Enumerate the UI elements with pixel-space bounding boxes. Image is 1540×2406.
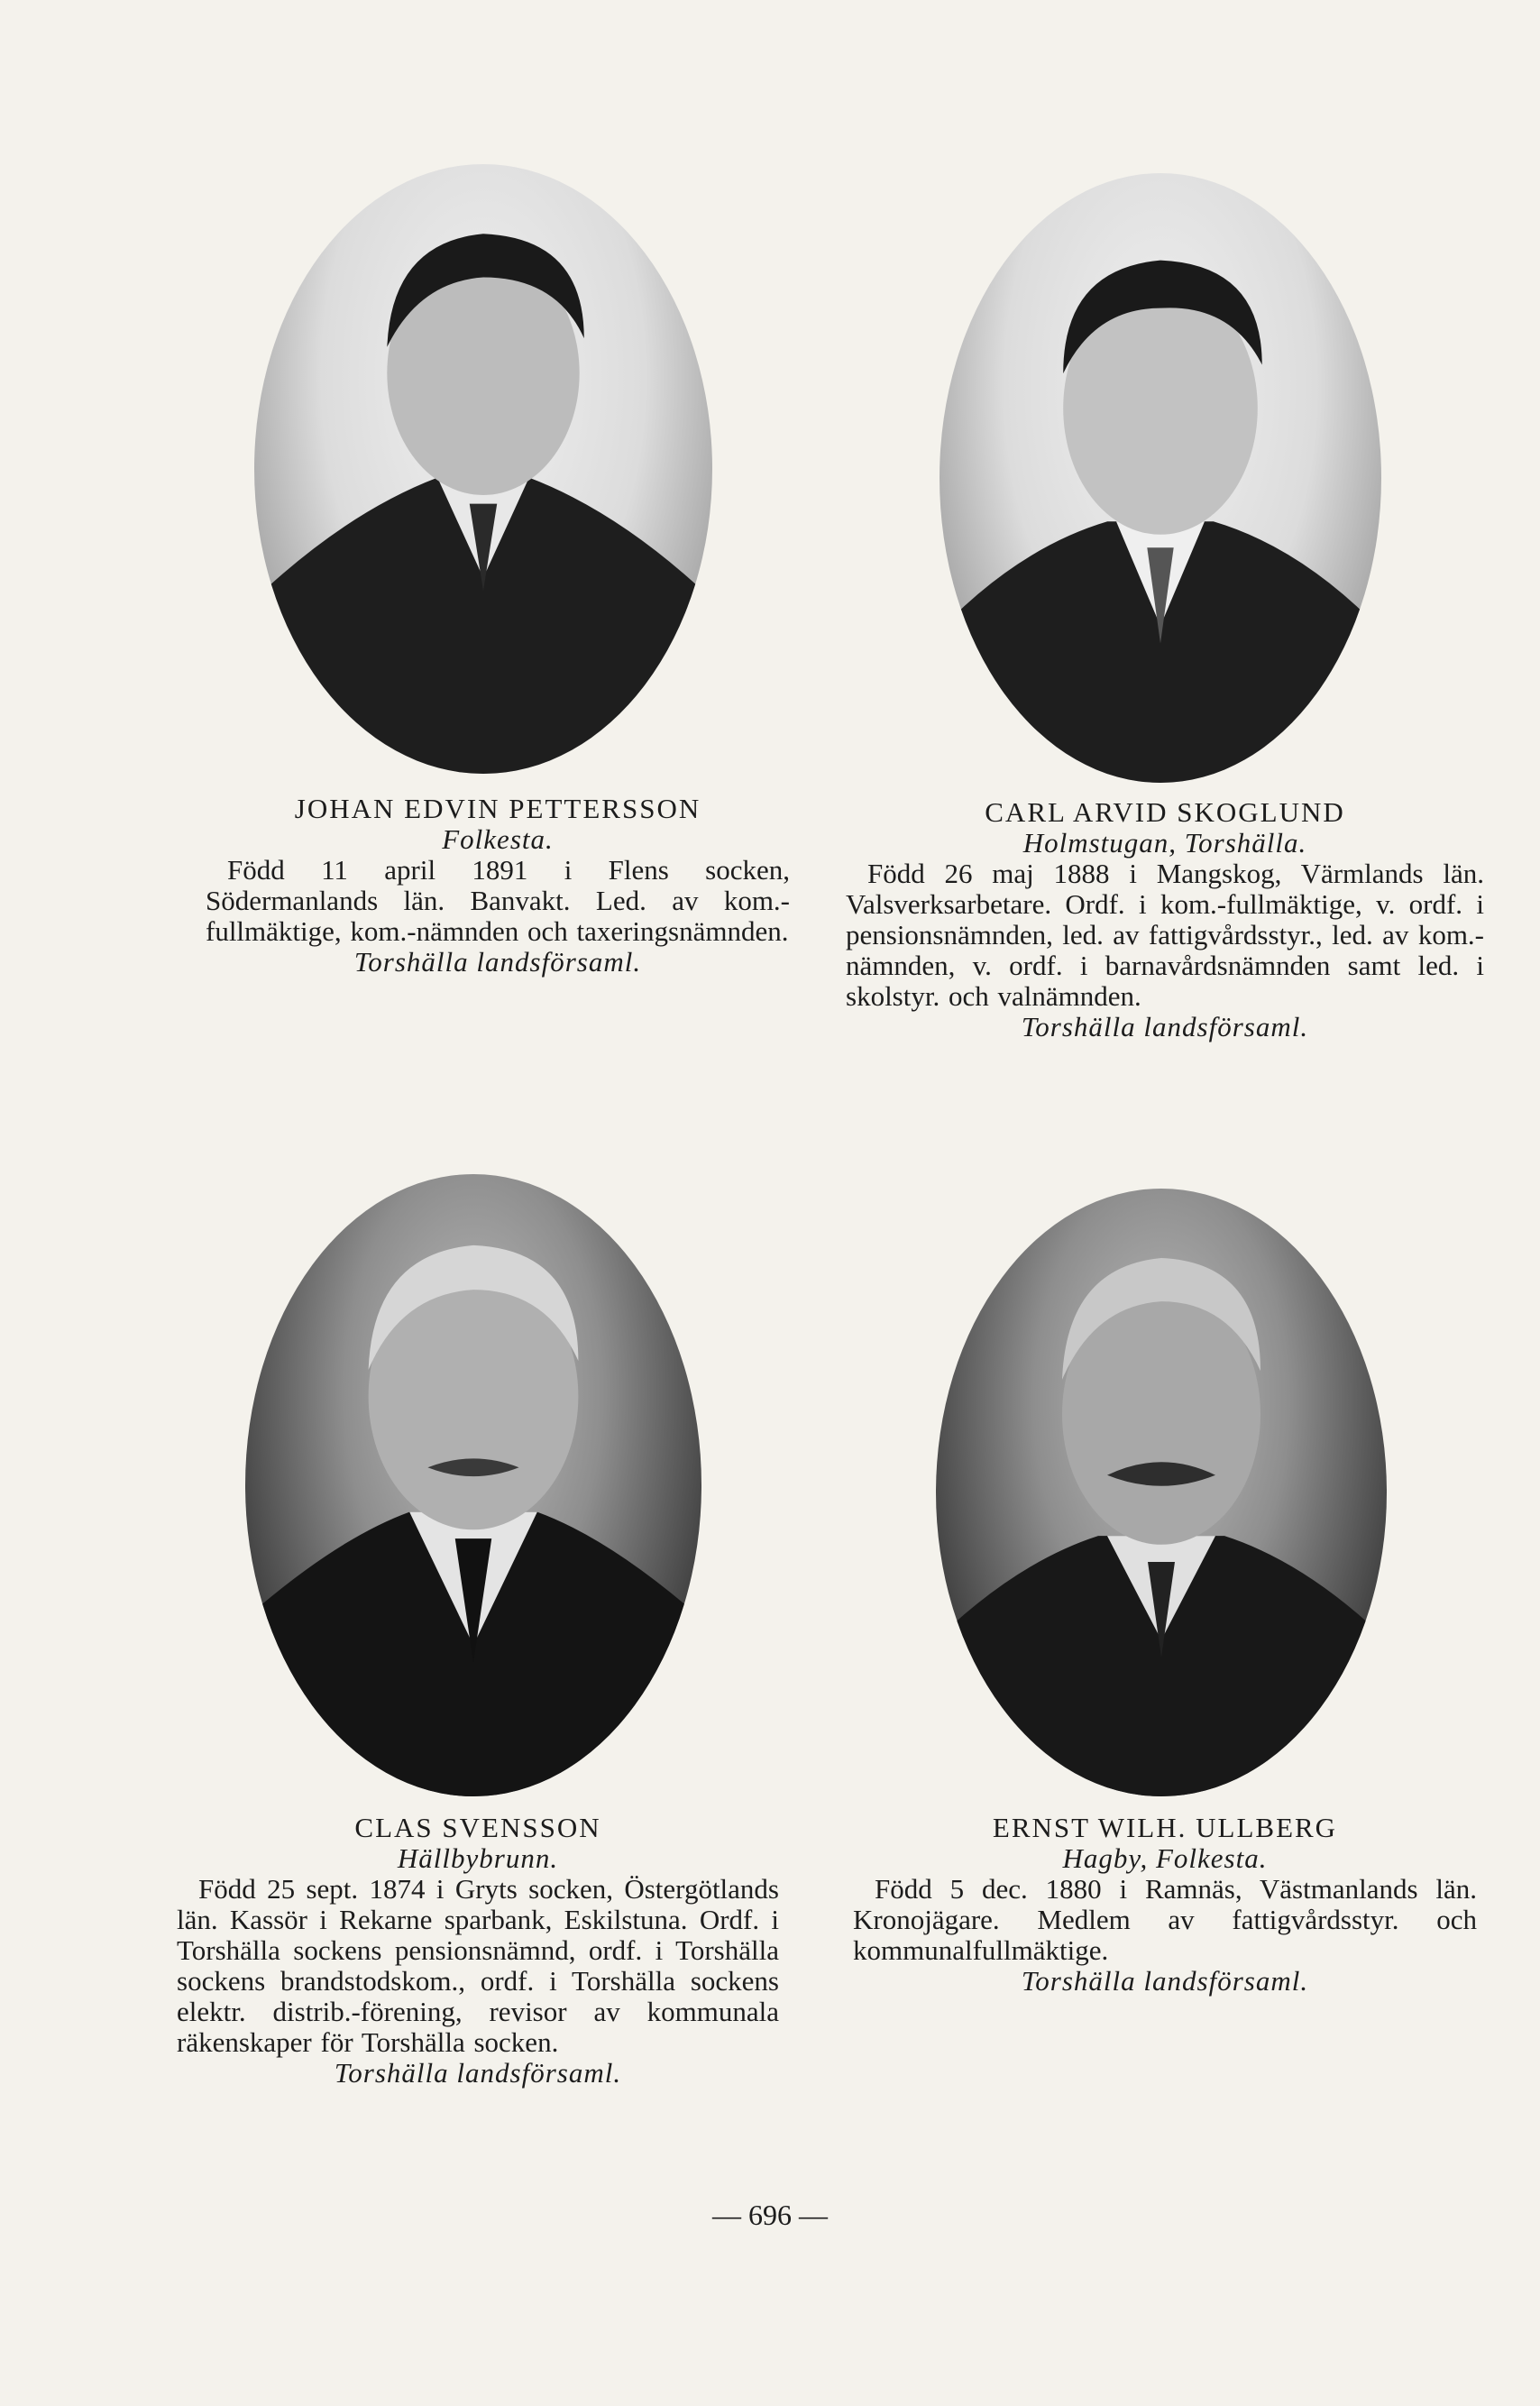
portrait-photo	[254, 164, 712, 774]
person-place: Hällbybrunn.	[397, 1842, 559, 1874]
portrait-figure	[245, 1174, 701, 1796]
portrait-photo	[940, 173, 1381, 783]
parish-name: Torshälla landsförsaml.	[1021, 1965, 1309, 1997]
portrait-figure	[254, 164, 712, 774]
person-place: Hagby, Folkesta.	[1062, 1842, 1268, 1874]
parish-name: Torshälla landsförsaml.	[353, 946, 642, 978]
parish-name: Torshälla landsförsaml.	[1021, 1011, 1309, 1042]
person-biography: Född 11 april 1891 i Flens socken, Södermanlands län. Banvakt. Led. av kom.-fullmäktige, kom.-nämnden och taxeringsnämnden.	[206, 854, 790, 947]
person-place: Folkesta.	[442, 823, 554, 855]
person-biography: Född 25 sept. 1874 i Gryts socken, Östergötlands län. Kassör i Rekarne sparbank, Eskilstuna. Ordf. i Torshälla sockens pensionsnämnd, ordf. i Torshälla sockens brandstodskom., ordf. i Torshälla sockens elektr. distrib.-förening, revisor av kommunala räkenskaper för Torshälla socken.	[177, 1873, 779, 2058]
parish-name: Torshälla landsförsaml.	[334, 2057, 622, 2089]
person-name: CARL ARVID SKOGLUND	[985, 796, 1345, 828]
portrait-photo	[245, 1174, 701, 1796]
person-name: JOHAN EDVIN PETTERSSON	[294, 793, 701, 824]
portrait-figure	[940, 173, 1381, 783]
portrait-photo	[936, 1189, 1387, 1796]
page-number: — 696 —	[712, 2199, 828, 2231]
person-place: Holmstugan, Torshälla.	[1022, 827, 1307, 859]
portrait-figure	[936, 1189, 1387, 1796]
person-name: CLAS SVENSSON	[354, 1812, 601, 1843]
person-biography: Född 5 dec. 1880 i Ramnäs, Västmanlands län. Kronojägare. Medlem av fattigvårdsstyr. och kommunalfullmäktige.	[853, 1873, 1477, 1966]
person-name: ERNST WILH. ULLBERG	[992, 1812, 1338, 1843]
person-biography: Född 26 maj 1888 i Mangskog, Värmlands län. Valsverksarbetare. Ordf. i kom.-fullmäktige, v. ordf. i pensionsnämnden, led. av fattigvårdsstyr., led. av kom.-nämnden, v. ordf. i barnavårdsnämnden samt led. i skolstyr. och valnämnden.	[846, 858, 1484, 1012]
